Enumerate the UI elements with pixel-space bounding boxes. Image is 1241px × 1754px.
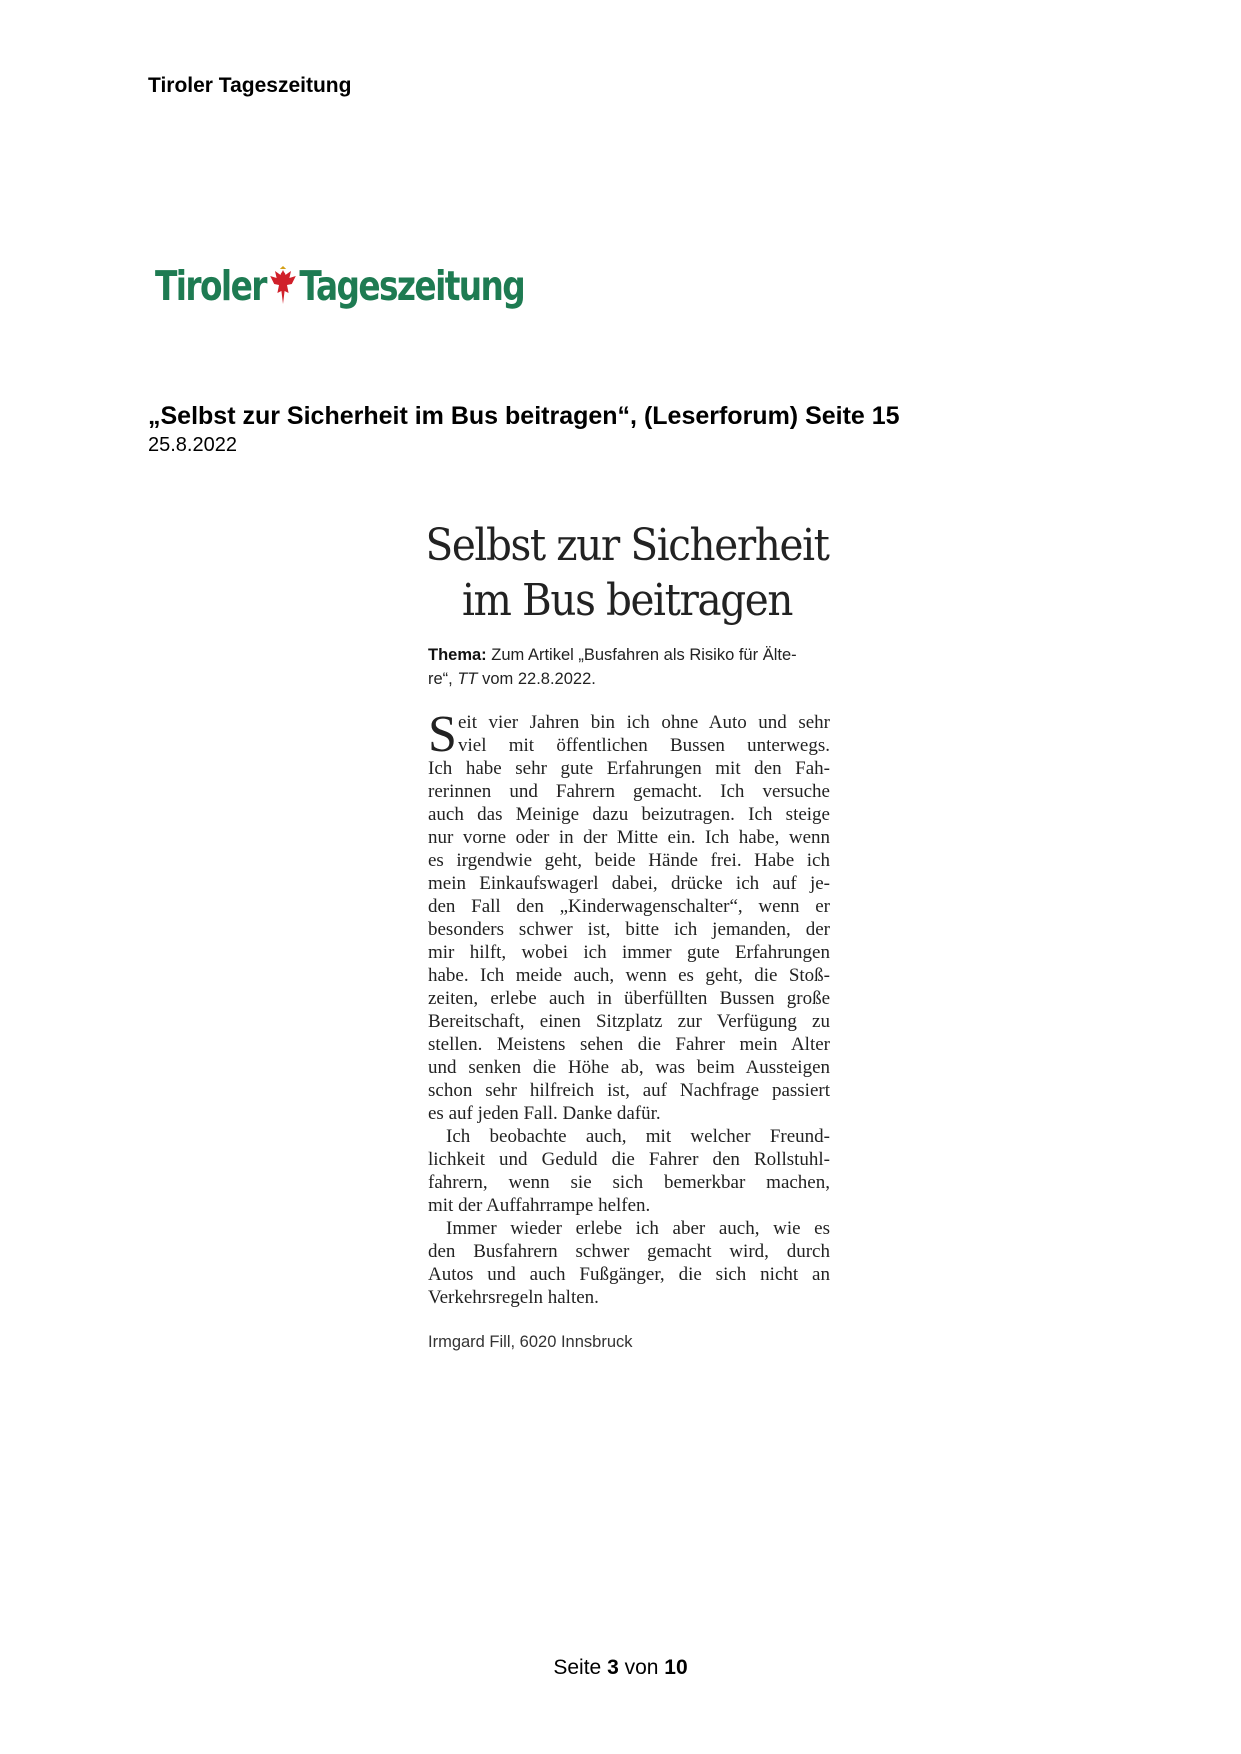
article-line: habe. Ich meide auch, wenn es geht, die Stoß- [428,965,830,986]
article-line: rerinnen und Fahrern gemacht. Ich versuche [428,781,830,802]
document-title: „Selbst zur Sicherheit im Bus beitragen“, (Leserforum) Seite 15 [148,402,900,430]
footer-prefix: Seite [553,1656,608,1679]
topic-label: Thema: [428,646,487,664]
article-line: mir hilft, wobei ich immer gute Erfahrungen [428,942,830,963]
article-topic [428,643,830,691]
article-line: den Fall den „Kinderwagenschalter“, wenn er [428,896,830,917]
article-line: nur vorne oder in der Mitte ein. Ich habe, wenn [428,827,830,848]
article-line: es auf jeden Fall. Danke dafür. [428,1103,661,1124]
article-line: auch das Meinige dazu beizutragen. Ich steige [428,804,830,825]
headline-line-2: im Bus beitragen [461,575,793,626]
publication-header: Tiroler Tageszeitung [148,74,352,97]
article-line: und senken die Höhe ab, was beim Aussteigen [428,1057,830,1078]
article-line: den Busfahrern schwer gemacht wird, durch [428,1241,830,1262]
tyrolean-eagle-icon [269,266,296,306]
footer-total: 10 [664,1656,688,1679]
article-line: eit vier Jahren bin ich ohne Auto und sehr [458,712,830,733]
newspaper-logo [155,262,524,310]
footer-middle: von [618,1656,665,1679]
article-line: Immer wieder erlebe ich aber auch, wie es [446,1218,830,1239]
article-line: stellen. Meistens sehen die Fahrer mein Alter [428,1034,830,1055]
footer-page: 3 [607,1656,619,1679]
article-line: Bereitschaft, einen Sitzplatz zur Verfügung zu [428,1011,830,1032]
headline-line-1: Selbst zur Sicherheit [425,520,829,571]
article-line: es irgendwie geht, beide Hände frei. Habe ich [428,850,830,871]
drop-cap: S [428,706,457,763]
article-line: Ich beobachte auch, mit welcher Freund- [446,1126,830,1147]
document-date: 25.8.2022 [148,434,237,456]
article-line: zeiten, erlebe auch in überfüllten Bussen große [428,988,830,1009]
article-line: viel mit öffentlichen Bussen unterwegs. [458,735,830,756]
article-line: Verkehrsregeln halten. [428,1287,599,1308]
article-line: mein Einkaufswagerl dabei, drücke ich auf je- [428,873,830,894]
article-line: besonders schwer ist, bitte ich jemanden, der [428,919,830,940]
article-body [428,706,830,1309]
article-line: schon sehr hilfreich ist, auf Nachfrage passiert [428,1080,830,1101]
article-headline [400,518,854,628]
topic-text-2b: vom 22.8.2022. [477,670,596,688]
article-signature: Irmgard Fill, 6020 Innsbruck [428,1333,633,1351]
page-footer [0,1656,1241,1680]
article-line: Ich habe sehr gute Erfahrungen mit den Fah- [428,758,830,779]
topic-text-2a: re“, [428,670,458,688]
article-line: Autos und auch Fußgänger, die sich nicht an [428,1264,830,1285]
logo-text-right: Tageszeitung [299,262,525,310]
topic-tt: TT [457,670,478,688]
article-line: fahrern, wenn sie sich bemerkbar machen, [428,1172,830,1193]
article-line: lichkeit und Geduld die Fahrer den Rollstuhl- [428,1149,830,1170]
topic-text-1: Zum Artikel „Busfahren als Risiko für Älte- [486,646,797,664]
logo-text-left: Tiroler [155,262,266,310]
article-line: mit der Auffahrrampe helfen. [428,1195,651,1216]
